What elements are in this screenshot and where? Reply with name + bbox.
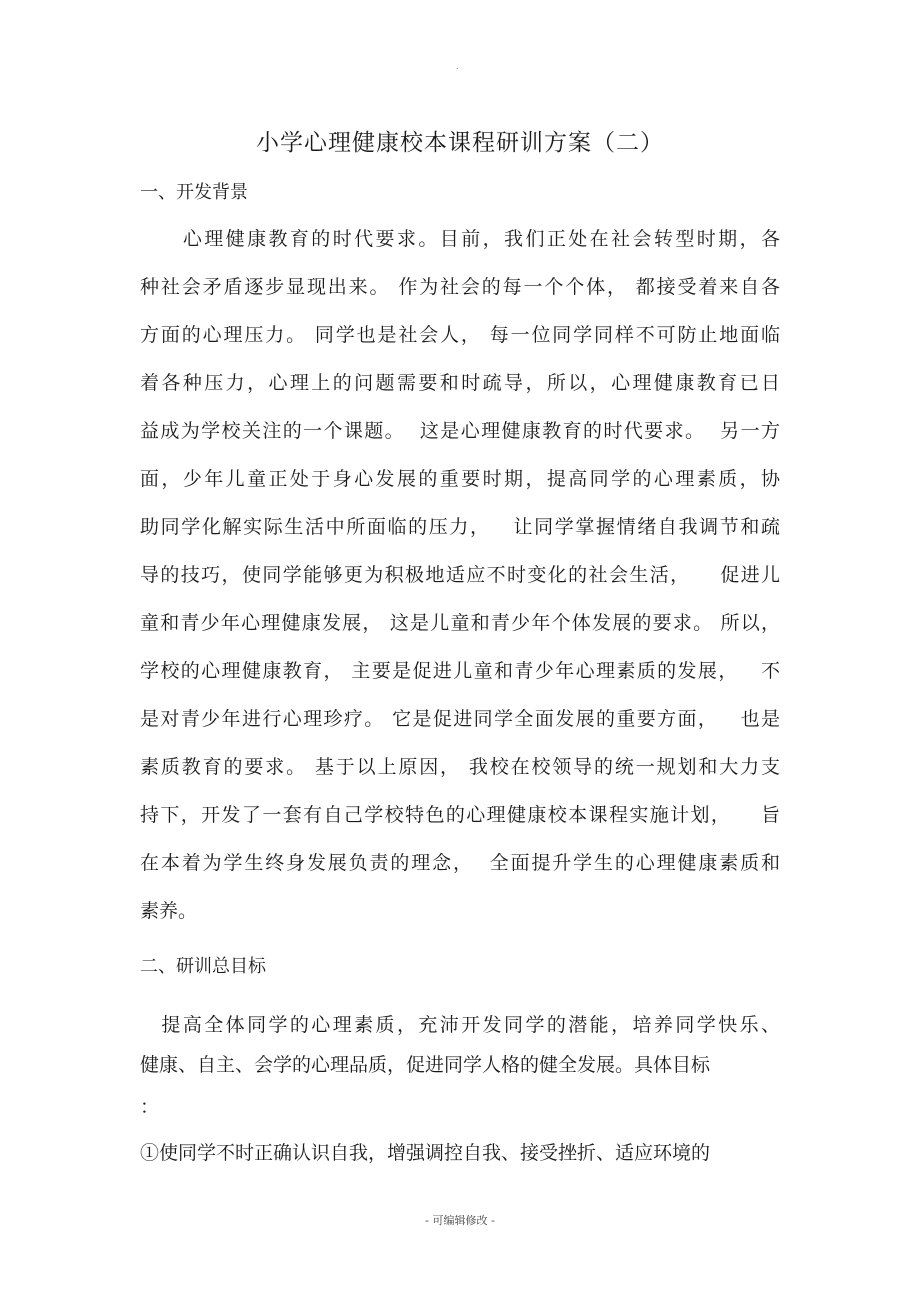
paragraph-line: 学校的心理健康教育， 主要是促进儿童和青少年心理素质的发展， 不 <box>140 660 780 682</box>
section-heading-background: 一、开发背景 <box>140 182 248 203</box>
paragraph-line: 健康、自主、会学的心理品质，促进同学人格的健全发展。具体目标 <box>140 1054 711 1076</box>
paragraph-line: 在本着为学生终身发展负责的理念， 全面提升学生的心理健康素质和 <box>140 852 780 874</box>
paragraph-line: 素养。 <box>140 900 198 922</box>
paragraph-line: 着各种压力，心理上的问题需要和时疏导，所以，心理健康教育已日 <box>140 372 780 394</box>
paragraph-line: ： <box>140 1096 160 1118</box>
paragraph-line: 素质教育的要求。 基于以上原因， 我校在校领导的统一规划和大力支 <box>140 756 780 778</box>
paragraph-line: 方面的心理压力。 同学也是社会人， 每一位同学同样不可防止地面临 <box>140 324 780 346</box>
section-heading-goals: 二、研训总目标 <box>140 956 266 977</box>
page-footer: - 可编辑修改 - <box>425 1214 495 1227</box>
page-title: 小学心理健康校本课程研训方案（二） <box>256 130 664 156</box>
paragraph-line: 童和青少年心理健康发展， 这是儿童和青少年个体发展的要求。 所以， <box>140 612 780 634</box>
paragraph-line: 种社会矛盾逐步显现出来。 作为社会的每一个个体， 都接受着来自各 <box>140 276 780 298</box>
paragraph-line: 心理健康教育的时代要求。目前，我们正处在社会转型时期，各 <box>140 228 780 250</box>
paragraph-line: 益成为学校关注的一个课题。 这是心理健康教育的时代要求。 另一方 <box>140 420 780 442</box>
paragraph-line: 持下，开发了一套有自己学校特色的心理健康校本课程实施计划， 旨 <box>140 804 780 826</box>
paragraph-line: 面，少年儿童正处于身心发展的重要时期，提高同学的心理素质，协 <box>140 468 780 490</box>
paragraph-line: 助同学化解实际生活中所面临的压力， 让同学掌握情绪自我调节和疏 <box>140 516 780 538</box>
header-mark: . <box>456 62 459 71</box>
numbered-item-line: ①使同学不时正确认识自我，增强调控自我、接受挫折、适应环境的 <box>140 1142 711 1164</box>
paragraph-line: 提高全体同学的心理素质，充沛开发同学的潜能，培养同学快乐、 <box>140 1014 780 1036</box>
paragraph-line: 导的技巧，使同学能够更为积极地适应不时变化的社会生活， 促进儿 <box>140 564 780 586</box>
paragraph-line: 是对青少年进行心理珍疗。 它是促进同学全面发展的重要方面， 也是 <box>140 708 780 730</box>
